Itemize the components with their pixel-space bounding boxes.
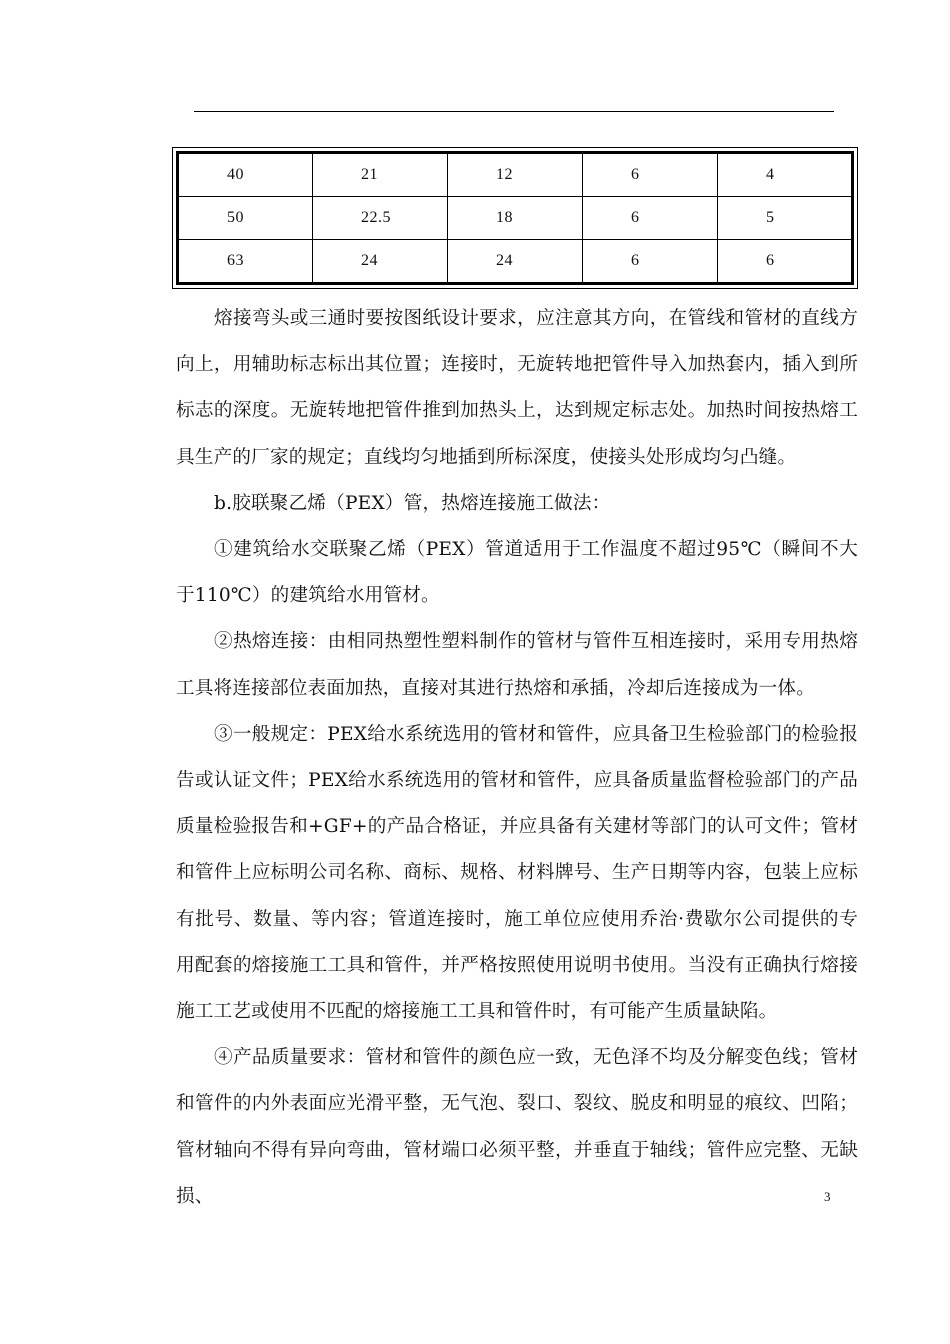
table-cell: 6: [583, 197, 718, 239]
paragraph-item-2: ②热熔连接：由相同热塑性塑料制作的管材与管件互相连接时，采用专用热熔工具将连接部位表面加热，直接对其进行热熔和承插，冷却后连接成为一体。: [176, 631, 858, 699]
body-text: [176, 296, 858, 1220]
table-cell: 24: [313, 239, 448, 283]
table-cell: 21: [313, 153, 448, 197]
paragraph-item-4: ④产品质量要求：管材和管件的颜色应一致，无色泽不均及分解变色线；管材和管件的内外表面应光滑平整，无气泡、裂口、裂纹、脱皮和明显的痕纹、凹陷；管材轴向不得有异向弯曲，管材端口必须平整，并垂直于轴线；管件应完整、无缺损、: [176, 1047, 858, 1207]
paragraph-welding-elbow: 熔接弯头或三通时要按图纸设计要求，应注意其方向，在管线和管材的直线方向上，用辅助标志标出其位置；连接时，无旋转地把管件导入加热套内，插入到所标志的深度。无旋转地把管件推到加热头上，达到规定标志处。加热时间按热熔工具生产的厂家的规定；直线均匀地插到所标深度，使接头处形成均匀凸缝。: [176, 308, 858, 468]
header-rule: [194, 111, 834, 112]
table-cell: 6: [583, 239, 718, 283]
table-row: [178, 197, 853, 239]
table-cell: 22.5: [313, 197, 448, 239]
spec-table: [176, 151, 854, 285]
table-cell: 24: [448, 239, 583, 283]
spec-table-frame: [172, 147, 858, 289]
paragraph-item-3: ③一般规定：PEX给水系统选用的管材和管件，应具备卫生检验部门的检验报告或认证文件；PEX给水系统选用的管材和管件，应具备质量监督检验部门的产品质量检验报告和+GF+的产品合格证，并应具备有关建材等部门的认可文件；管材和管件上应标明公司名称、商标、规格、材料牌号、生产日期等内容，包装上应标有批号、数量、等内容；管道连接时，施工单位应使用乔治·费歇尔公司提供的专用配套的熔接施工工具和管件，并严格按照使用说明书使用。当没有正确执行熔接施工工艺或使用不匹配的熔接施工工具和管件时，有可能产生质量缺陷。: [176, 723, 858, 1023]
table-cell: 6: [718, 239, 853, 283]
paragraph-item-1: ①建筑给水交联聚乙烯（PEX）管道适用于工作温度不超过95℃（瞬间不大于110℃）的建筑给水用管材。: [176, 539, 858, 607]
table-cell: 63: [178, 239, 313, 283]
table-cell: 4: [718, 153, 853, 197]
table-cell: 5: [718, 197, 853, 239]
table-cell: 18: [448, 197, 583, 239]
table-cell: 12: [448, 153, 583, 197]
table-row: [178, 239, 853, 283]
table-row: [178, 153, 853, 197]
table-cell: 40: [178, 153, 313, 197]
page-number: 3: [824, 1189, 831, 1204]
table-cell: 50: [178, 197, 313, 239]
paragraph-pex-heading: b.胶联聚乙烯（PEX）管，热熔连接施工做法：: [214, 492, 611, 514]
table-cell: 6: [583, 153, 718, 197]
